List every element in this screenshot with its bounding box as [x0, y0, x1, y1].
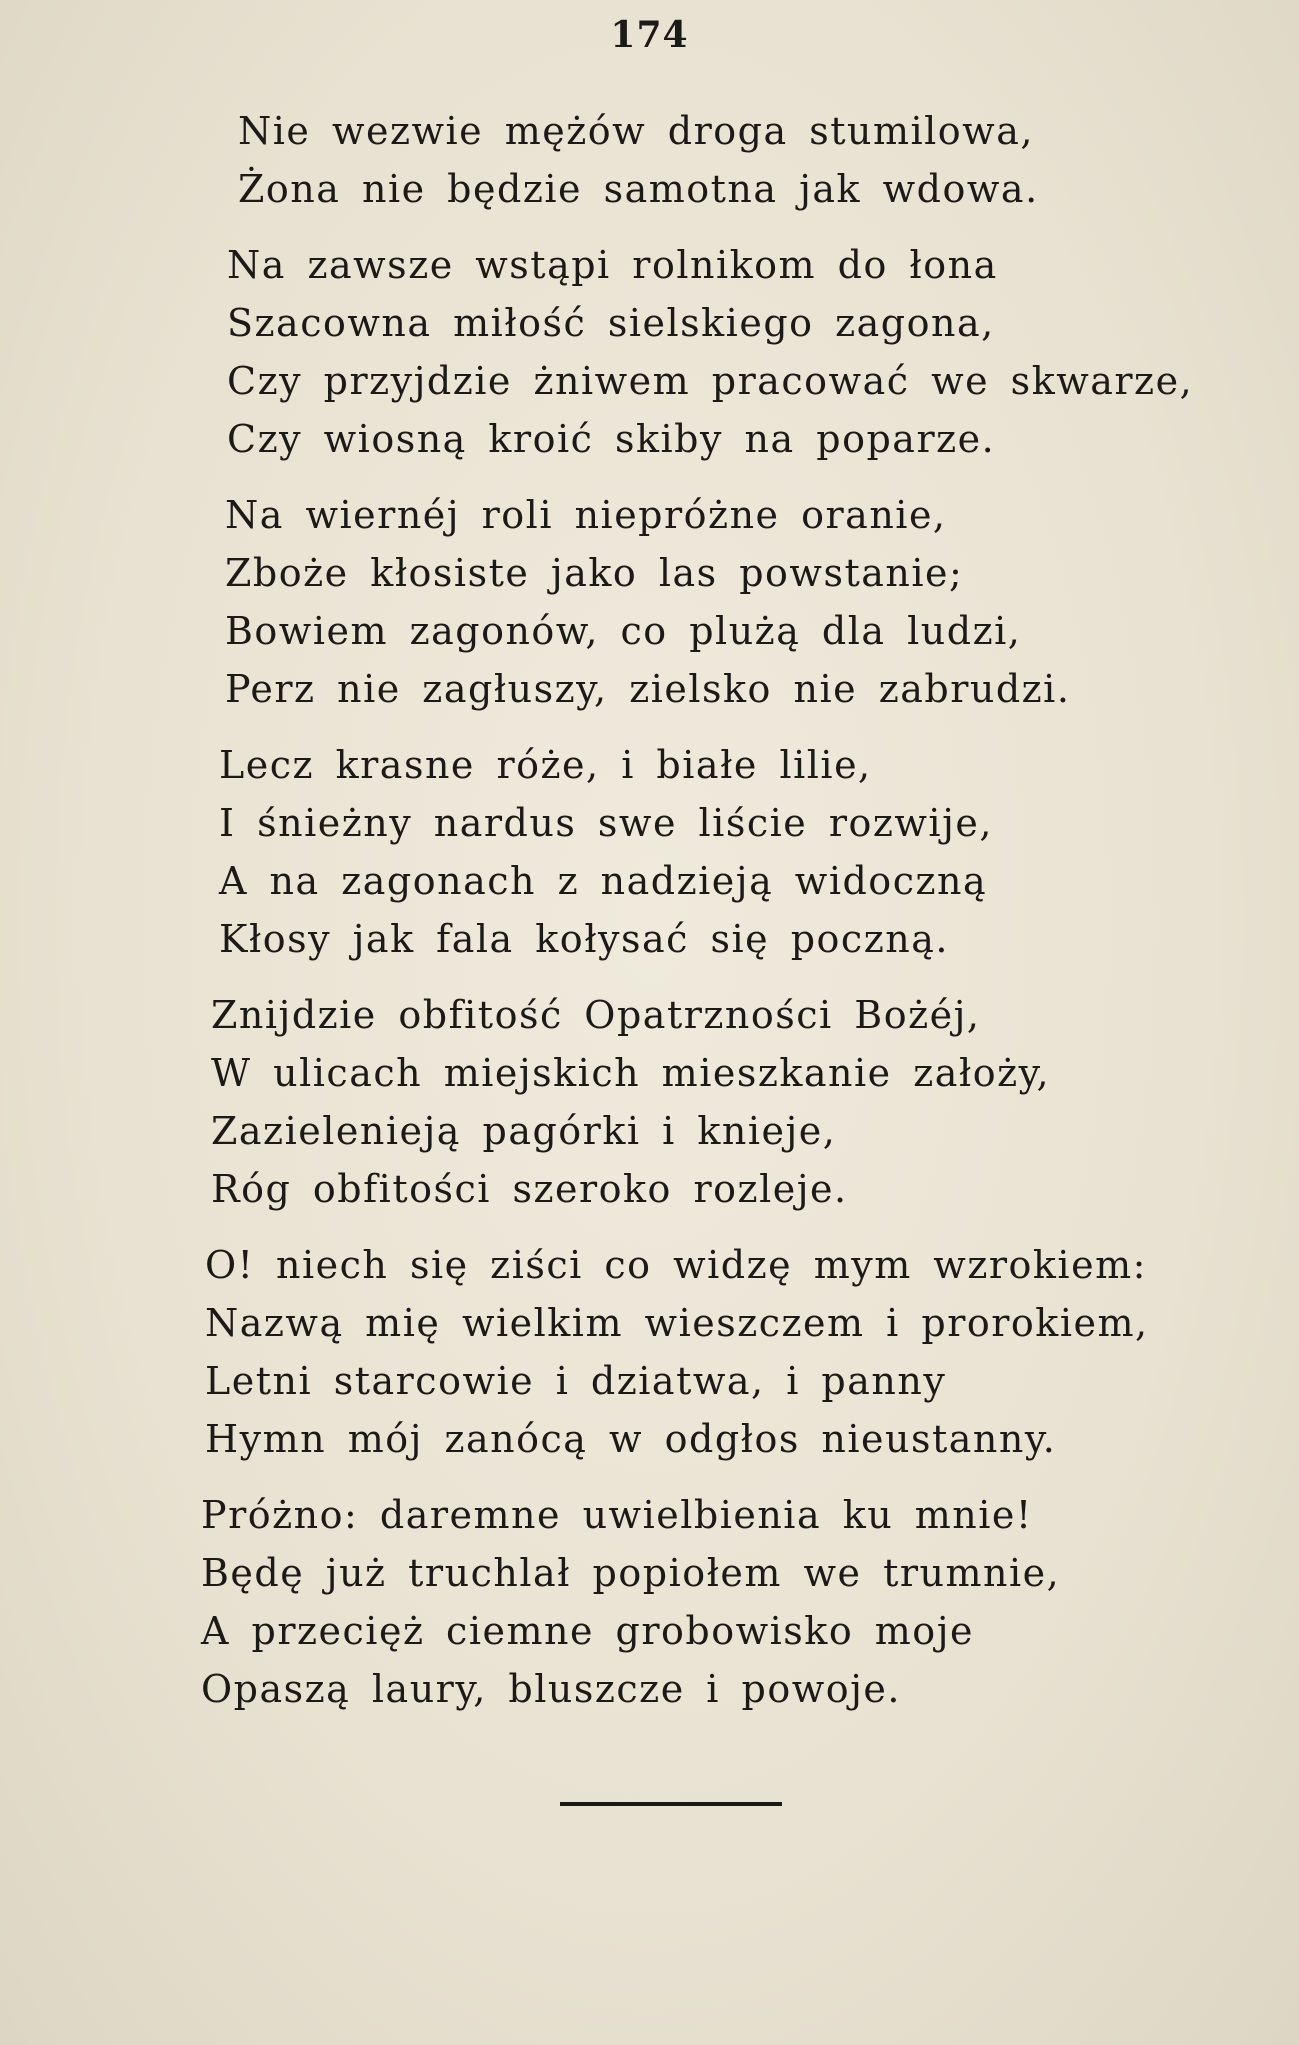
poem-line: Opaszą laury, bluszcze i powoje.: [201, 1667, 901, 1711]
poem-line: Zboże kłosiste jako las powstanie;: [225, 551, 964, 595]
poem-line: Letni starcowie i dziatwa, i panny: [205, 1359, 947, 1403]
poem-line: A na zagonach z nadzieją widoczną: [219, 859, 988, 903]
poem-line: Bowiem zagonów, co plużą dla ludzi,: [225, 609, 1022, 653]
poem-line: W ulicach miejskich mieszkanie założy,: [211, 1051, 1051, 1095]
poem-line: Nie wezwie mężów droga stumilowa,: [238, 109, 1034, 153]
stanza-3: [225, 486, 1265, 718]
poem-line: Będę już truchlał popiołem we trumnie,: [201, 1551, 1061, 1595]
poem-line: Róg obfitości szeroko rozleje.: [211, 1167, 848, 1211]
poem-line: Lecz krasne róże, i białe lilie,: [219, 743, 872, 787]
poem-line: Kłosy jak fala kołysać się poczną.: [219, 917, 949, 961]
stanza-6: [205, 1236, 1265, 1468]
poem-line: Czy przyjdzie żniwem pracować we skwarze,: [227, 359, 1194, 403]
poem-line: Nazwą mię wielkim wieszczem i prorokiem,: [205, 1301, 1149, 1345]
poem-line: Żona nie będzie samotna jak wdowa.: [238, 167, 1039, 211]
page-number: 174: [610, 14, 689, 56]
poem-line: I śnieżny nardus swe liście rozwije,: [219, 801, 993, 845]
poem-line: Szacowna miłość sielskiego zagona,: [227, 301, 995, 345]
poem-line: Czy wiosną kroić skiby na poparze.: [227, 417, 996, 461]
poem-line: Na zawsze wstąpi rolnikom do łona: [227, 243, 998, 287]
poem: [201, 102, 1265, 1736]
poem-line: A przecięż ciemne grobowisko moje: [201, 1609, 974, 1653]
poem-line: Na wiernéj roli niepróżne oranie,: [225, 493, 947, 537]
stanza-4: [219, 736, 1265, 968]
poem-line: Próżno: daremne uwielbienia ku mnie!: [201, 1493, 1033, 1537]
stanza-5: [211, 986, 1265, 1218]
stanza-7: [201, 1486, 1265, 1718]
stanza-2: [227, 236, 1265, 468]
poem-line: Hymn mój zanócą w odgłos nieustanny.: [205, 1417, 1057, 1461]
poem-line: Perz nie zagłuszy, zielsko nie zabrudzi.: [225, 667, 1071, 711]
poem-line: Znijdzie obfitość Opatrzności Bożéj,: [211, 993, 981, 1037]
end-rule: [560, 1802, 782, 1806]
poem-line: Zazielenieją pagórki i knieje,: [211, 1109, 837, 1153]
stanza-1: [238, 102, 1265, 218]
poem-line: O! niech się ziści co widzę mym wzrokiem:: [205, 1243, 1147, 1287]
